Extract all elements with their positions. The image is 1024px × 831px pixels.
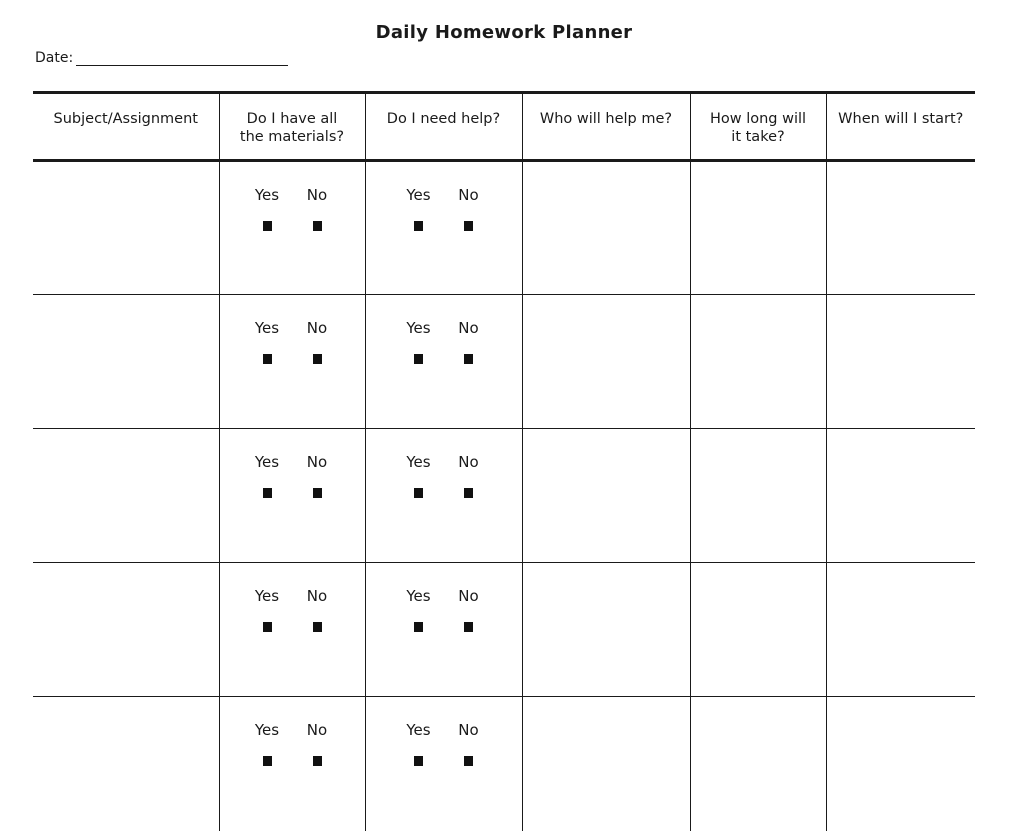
table-row bbox=[33, 429, 975, 563]
yes-label: Yes bbox=[254, 186, 280, 204]
need-help-no-option bbox=[444, 319, 494, 364]
materials-yes-no-group bbox=[220, 429, 365, 498]
no-label: No bbox=[306, 319, 328, 337]
yes-label: Yes bbox=[406, 319, 431, 337]
no-checkbox[interactable] bbox=[313, 354, 322, 364]
no-label: No bbox=[306, 186, 328, 204]
yes-label: Yes bbox=[254, 587, 280, 605]
need-help-no-option bbox=[444, 186, 494, 231]
no-label: No bbox=[306, 587, 328, 605]
yes-checkbox[interactable] bbox=[414, 354, 423, 364]
no-checkbox[interactable] bbox=[313, 756, 322, 766]
when-start-cell[interactable] bbox=[826, 697, 975, 831]
no-label: No bbox=[306, 453, 328, 471]
who-helps-cell[interactable] bbox=[522, 161, 690, 295]
need-help-yes-option bbox=[394, 721, 444, 766]
materials-cell bbox=[219, 161, 365, 295]
column-header-materials: Do I have all the materials? bbox=[219, 93, 365, 161]
need-help-yes-no-group bbox=[366, 162, 522, 231]
need-help-yes-no-group bbox=[366, 295, 522, 364]
who-helps-cell[interactable] bbox=[522, 563, 690, 697]
materials-no-option bbox=[292, 319, 342, 364]
yes-label: Yes bbox=[406, 186, 431, 204]
table-row bbox=[33, 161, 975, 295]
materials-cell bbox=[219, 429, 365, 563]
no-label: No bbox=[458, 186, 479, 204]
no-label: No bbox=[306, 721, 328, 739]
materials-no-option bbox=[292, 587, 342, 632]
need-help-yes-option bbox=[394, 453, 444, 498]
yes-label: Yes bbox=[254, 721, 280, 739]
date-blank-line[interactable] bbox=[76, 51, 288, 66]
when-start-cell[interactable] bbox=[826, 429, 975, 563]
who-helps-cell[interactable] bbox=[522, 429, 690, 563]
no-checkbox[interactable] bbox=[464, 756, 473, 766]
need-help-yes-option bbox=[394, 186, 444, 231]
no-checkbox[interactable] bbox=[464, 488, 473, 498]
materials-yes-option bbox=[242, 319, 292, 364]
yes-checkbox[interactable] bbox=[263, 354, 272, 364]
table-row bbox=[33, 295, 975, 429]
materials-yes-no-group bbox=[220, 162, 365, 231]
date-label: Date: bbox=[35, 50, 74, 66]
when-start-cell[interactable] bbox=[826, 563, 975, 697]
materials-no-option bbox=[292, 453, 342, 498]
subject-cell[interactable] bbox=[33, 161, 219, 295]
no-label: No bbox=[458, 721, 479, 739]
no-checkbox[interactable] bbox=[464, 354, 473, 364]
column-header-when-start: When will I start? bbox=[826, 93, 975, 161]
no-label: No bbox=[458, 587, 479, 605]
how-long-cell[interactable] bbox=[690, 697, 826, 831]
need-help-cell bbox=[365, 697, 522, 831]
yes-checkbox[interactable] bbox=[263, 756, 272, 766]
yes-checkbox[interactable] bbox=[414, 756, 423, 766]
need-help-cell bbox=[365, 161, 522, 295]
column-header-subject: Subject/Assignment bbox=[33, 93, 219, 161]
date-field bbox=[35, 50, 288, 66]
when-start-cell[interactable] bbox=[826, 295, 975, 429]
subject-cell[interactable] bbox=[33, 563, 219, 697]
no-label: No bbox=[458, 453, 479, 471]
who-helps-cell[interactable] bbox=[522, 697, 690, 831]
materials-cell bbox=[219, 563, 365, 697]
how-long-cell[interactable] bbox=[690, 295, 826, 429]
column-header-how-long: How long will it take? bbox=[690, 93, 826, 161]
materials-yes-no-group bbox=[220, 563, 365, 632]
page-title: Daily Homework Planner bbox=[375, 22, 633, 43]
yes-label: Yes bbox=[406, 453, 431, 471]
need-help-yes-no-group bbox=[366, 429, 522, 498]
materials-cell bbox=[219, 697, 365, 831]
need-help-cell bbox=[365, 295, 522, 429]
how-long-cell[interactable] bbox=[690, 429, 826, 563]
no-checkbox[interactable] bbox=[313, 488, 322, 498]
yes-checkbox[interactable] bbox=[263, 488, 272, 498]
need-help-yes-option bbox=[394, 587, 444, 632]
no-checkbox[interactable] bbox=[313, 622, 322, 632]
planner-body bbox=[33, 161, 975, 831]
need-help-yes-option bbox=[394, 319, 444, 364]
materials-yes-option bbox=[242, 721, 292, 766]
materials-cell bbox=[219, 295, 365, 429]
table-row bbox=[33, 563, 975, 697]
who-helps-cell[interactable] bbox=[522, 295, 690, 429]
no-checkbox[interactable] bbox=[313, 221, 322, 231]
yes-label: Yes bbox=[406, 721, 431, 739]
when-start-cell[interactable] bbox=[826, 161, 975, 295]
subject-cell[interactable] bbox=[33, 697, 219, 831]
how-long-cell[interactable] bbox=[690, 563, 826, 697]
yes-label: Yes bbox=[254, 319, 280, 337]
no-label: No bbox=[458, 319, 479, 337]
materials-yes-option bbox=[242, 453, 292, 498]
need-help-cell bbox=[365, 429, 522, 563]
yes-checkbox[interactable] bbox=[414, 221, 423, 231]
need-help-yes-no-group bbox=[366, 563, 522, 632]
yes-checkbox[interactable] bbox=[414, 622, 423, 632]
need-help-no-option bbox=[444, 587, 494, 632]
column-header-who-helps: Who will help me? bbox=[522, 93, 690, 161]
column-header-need-help: Do I need help? bbox=[365, 93, 522, 161]
need-help-no-option bbox=[444, 721, 494, 766]
header-row bbox=[33, 93, 975, 161]
table-row bbox=[33, 697, 975, 831]
yes-label: Yes bbox=[254, 453, 280, 471]
yes-checkbox[interactable] bbox=[263, 221, 272, 231]
how-long-cell[interactable] bbox=[690, 161, 826, 295]
materials-yes-no-group bbox=[220, 697, 365, 766]
no-checkbox[interactable] bbox=[464, 622, 473, 632]
materials-no-option bbox=[292, 186, 342, 231]
materials-yes-no-group bbox=[220, 295, 365, 364]
materials-yes-option bbox=[242, 587, 292, 632]
materials-yes-option bbox=[242, 186, 292, 231]
no-checkbox[interactable] bbox=[464, 221, 473, 231]
materials-no-option bbox=[292, 721, 342, 766]
subject-cell[interactable] bbox=[33, 295, 219, 429]
yes-label: Yes bbox=[406, 587, 431, 605]
need-help-cell bbox=[365, 563, 522, 697]
homework-planner-table bbox=[33, 91, 975, 831]
yes-checkbox[interactable] bbox=[414, 488, 423, 498]
need-help-yes-no-group bbox=[366, 697, 522, 766]
need-help-no-option bbox=[444, 453, 494, 498]
yes-checkbox[interactable] bbox=[263, 622, 272, 632]
subject-cell[interactable] bbox=[33, 429, 219, 563]
